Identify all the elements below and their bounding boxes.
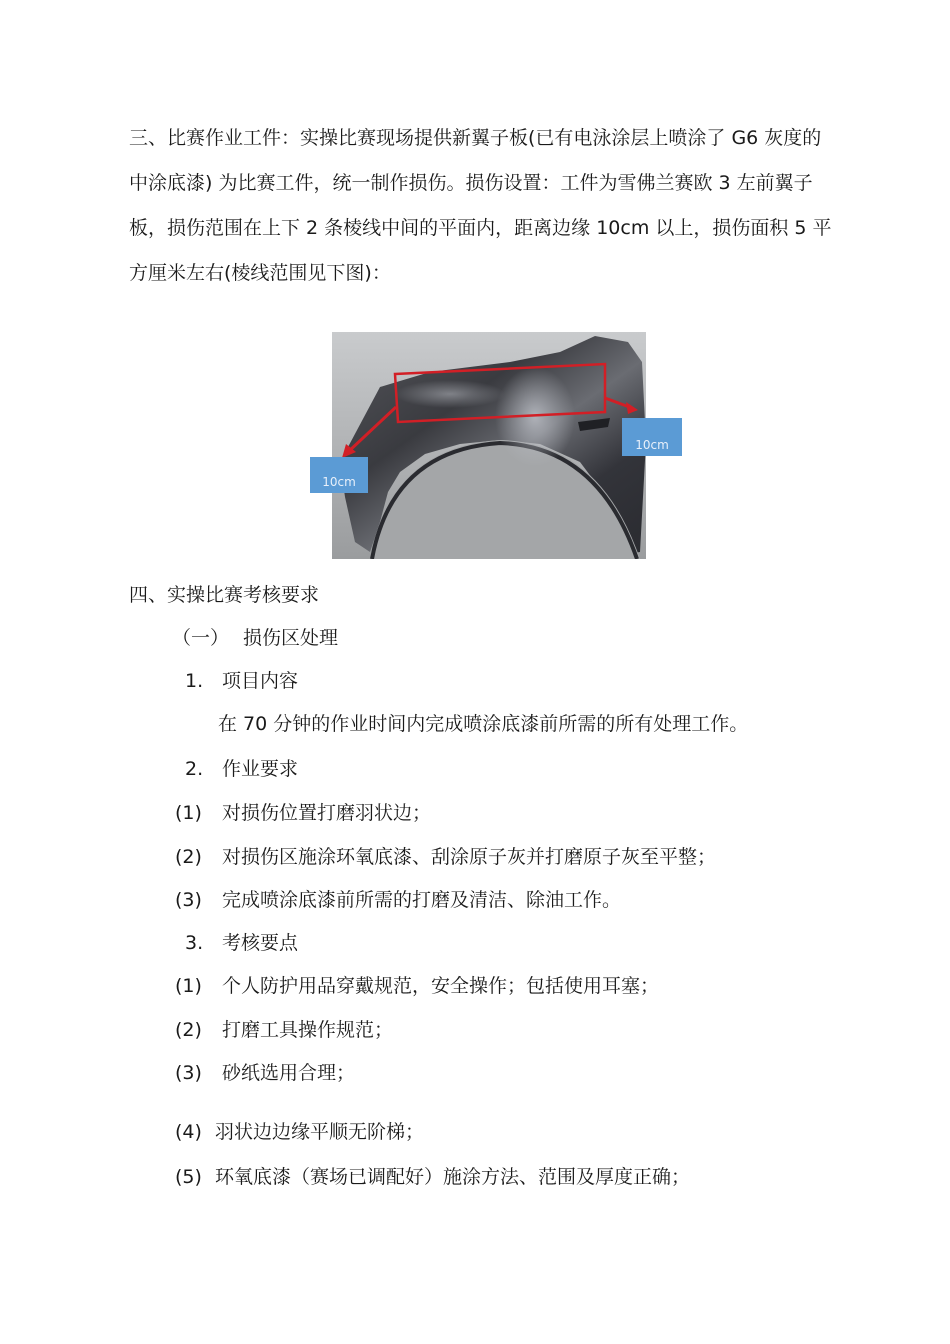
section3-line: 中涂底漆) 为比赛工件，统一制作损伤。损伤设置：工件为雪佛兰赛欧 3 左前翼子 [129, 172, 813, 194]
label-10cm-left: 10cm [310, 457, 368, 493]
section4-heading: 四、实操比赛考核要求 [129, 584, 320, 606]
fender-figure [310, 332, 682, 559]
item3-title: 考核要点 [222, 932, 299, 954]
section3-line: 三、比赛作业工件：实操比赛现场提供新翼子板(已有电泳涂层上喷涂了 G6 灰度的 [129, 127, 822, 149]
section3-line: 板，损伤范围在上下 2 条棱线中间的平面内，距离边缘 10cm 以上，损伤面积 5 平 [129, 217, 832, 239]
item2-number: 2. [185, 758, 204, 780]
point-text: 砂纸选用合理； [222, 1062, 356, 1084]
point-text: 打磨工具操作规范； [222, 1019, 394, 1041]
subsection1-number: （一） [172, 627, 230, 649]
point-text: 个人防护用品穿戴规范，安全操作；包括使用耳塞； [222, 975, 660, 997]
point-number: (4) [175, 1121, 202, 1143]
section3-line: 方厘米左右(棱线范围见下图)： [129, 262, 391, 284]
section3-paragraph [129, 116, 864, 296]
label-10cm-right: 10cm [622, 418, 682, 456]
item2-title: 作业要求 [222, 758, 299, 780]
point-number: (1) [175, 975, 202, 997]
req-number: (3) [175, 889, 202, 911]
item1-number: 1. [185, 670, 204, 692]
req-text: 对损伤区施涂环氧底漆、刮涂原子灰并打磨原子灰至平整； [222, 846, 717, 868]
point-number: (3) [175, 1062, 202, 1084]
req-text: 对损伤位置打磨羽状边； [222, 802, 432, 824]
point-text: 羽状边边缘平顺无阶梯； [215, 1121, 425, 1143]
point-text: 环氧底漆（赛场已调配好）施涂方法、范围及厚度正确； [215, 1166, 691, 1188]
subsection1-title: 损伤区处理 [243, 627, 339, 649]
item3-number: 3. [185, 932, 204, 954]
req-number: (2) [175, 846, 202, 868]
req-number: (1) [175, 802, 202, 824]
req-text: 完成喷涂底漆前所需的打磨及清洁、除油工作。 [222, 889, 622, 911]
item1-title: 项目内容 [222, 670, 299, 692]
point-number: (2) [175, 1019, 202, 1041]
point-number: (5) [175, 1166, 202, 1188]
item1-text: 在 70 分钟的作业时间内完成喷涂底漆前所需的所有处理工作。 [218, 713, 749, 735]
